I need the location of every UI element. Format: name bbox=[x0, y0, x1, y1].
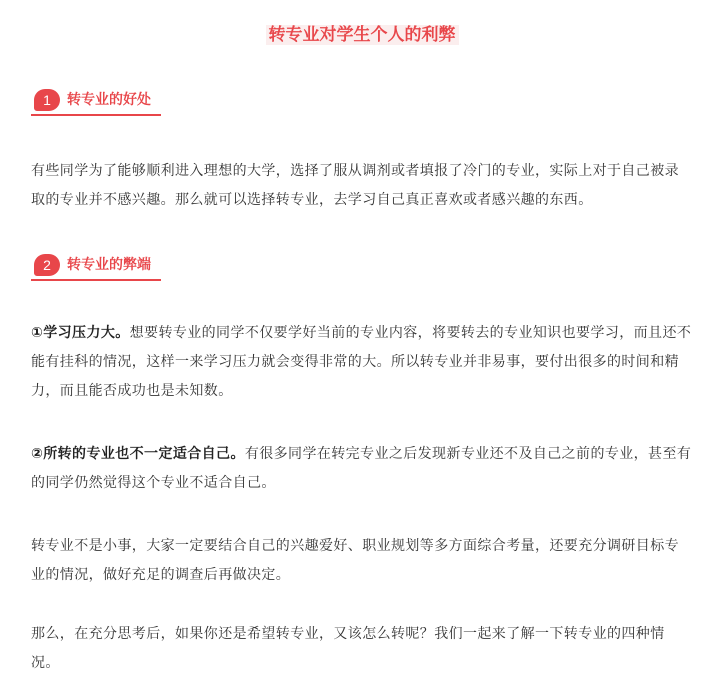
drawback-point-1-title: ①学习压力大。 bbox=[31, 325, 130, 341]
closing-paragraph: 那么，在充分思考后，如果你还是希望转专业，又该怎么转呢？我们一起来了解一下转专业的四种情况。 bbox=[31, 626, 665, 671]
section-heading-label: 转专业的弊端 bbox=[67, 257, 151, 273]
drawback-point-2 bbox=[31, 440, 693, 498]
section-underline bbox=[31, 114, 161, 116]
section-number-badge: 1 bbox=[34, 89, 60, 111]
section-heading-label: 转专业的好处 bbox=[67, 92, 151, 108]
section-underline bbox=[31, 279, 161, 281]
section-heading-drawbacks bbox=[31, 252, 161, 282]
drawback-point-2-text: 有很多同学在转完专业之后发现新专业还不及自己之前的专业，甚至有的同学仍然觉得这个专业不适合自己。 bbox=[31, 446, 692, 491]
section-number-badge: 2 bbox=[34, 254, 60, 276]
article-title bbox=[0, 22, 724, 48]
benefits-paragraph: 有些同学为了能够顺利进入理想的大学，选择了服从调剂或者填报了冷门的专业，实际上对于自己被录取的专业并不感兴趣。那么就可以选择转专业，去学习自己真正喜欢或者感兴趣的东西。 bbox=[31, 163, 679, 208]
advice-paragraph: 转专业不是小事，大家一定要结合自己的兴趣爱好、职业规划等多方面综合考量，还要充分调研目标专业的情况，做好充足的调查后再做决定。 bbox=[31, 538, 679, 583]
drawback-point-2-title: ②所转的专业也不一定适合自己。 bbox=[31, 446, 245, 462]
section-heading-benefits bbox=[31, 87, 161, 117]
drawback-point-1-text: 想要转专业的同学不仅要学好当前的专业内容，将要转去的专业知识也要学习，而且还不能有挂科的情况，这样一来学习压力就会变得非常的大。所以转专业并非易事，要付出很多的时间和精力，而且能否成功也是未知数。 bbox=[31, 325, 692, 399]
drawback-point-1 bbox=[31, 319, 693, 406]
article-title-text: 转专业对学生个人的利弊 bbox=[266, 25, 459, 45]
